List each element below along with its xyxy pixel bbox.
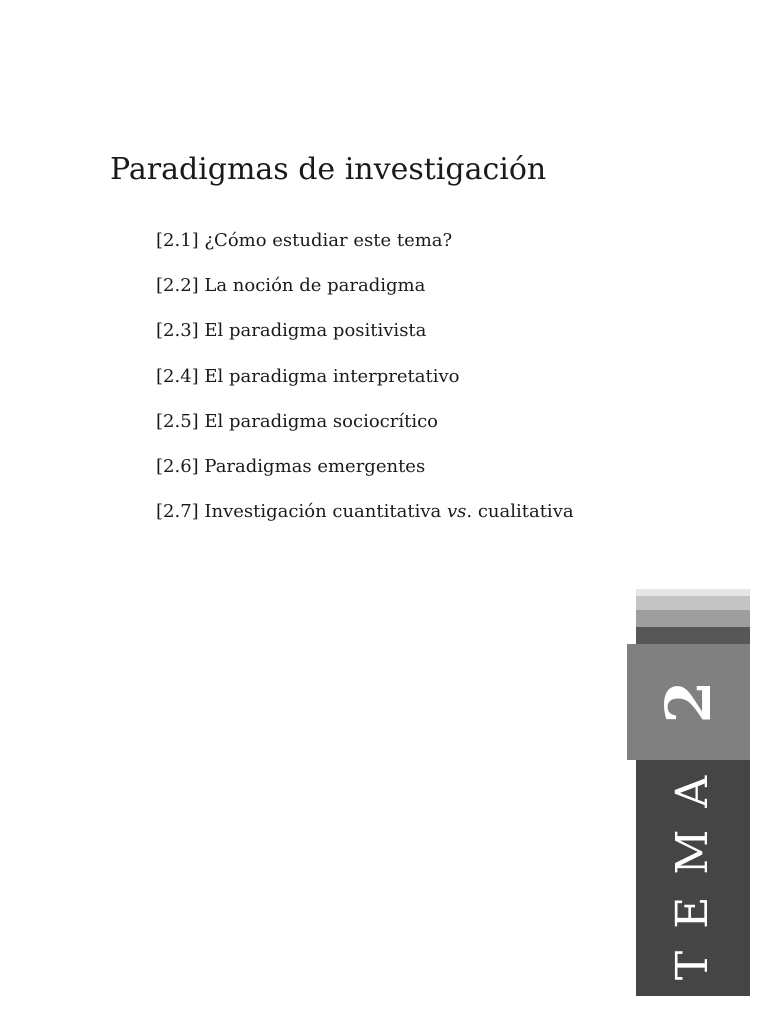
toc-item-2-7-text-end: cualitativa <box>472 501 574 523</box>
toc-item-2-2: [2.2] La noción de paradigma <box>156 275 426 297</box>
tab-stripe-lightest <box>636 589 750 596</box>
toc-item-2-5: [2.5] El paradigma sociocrítico <box>156 410 439 432</box>
chapter-number: 2 <box>651 680 725 724</box>
toc-item-2-7-versus: vs. <box>446 501 473 523</box>
table-of-contents <box>156 228 574 544</box>
toc-item-2-4: [2.4] El paradigma interpretativo <box>156 365 460 387</box>
page-title: Paradigmas de investigación <box>110 152 547 187</box>
toc-item-2-7-text-start: [2.7] Investigación cuantitativa <box>156 501 447 523</box>
toc-item-2-6: [2.6] Paradigmas emergentes <box>156 455 426 477</box>
toc-item-2-7 <box>156 499 574 544</box>
toc-item-2-1: [2.1] ¿Cómo estudiar este tema? <box>156 230 453 251</box>
tab-stripe-medium <box>636 610 750 627</box>
chapter-number-box <box>627 644 750 760</box>
tab-stripe-dark <box>636 627 750 644</box>
toc-item-2-3: [2.3] El paradigma positivista <box>156 320 427 342</box>
tab-stripe-light <box>636 596 750 610</box>
chapter-label-box <box>636 753 750 996</box>
chapter-label: TEMA <box>667 753 718 981</box>
